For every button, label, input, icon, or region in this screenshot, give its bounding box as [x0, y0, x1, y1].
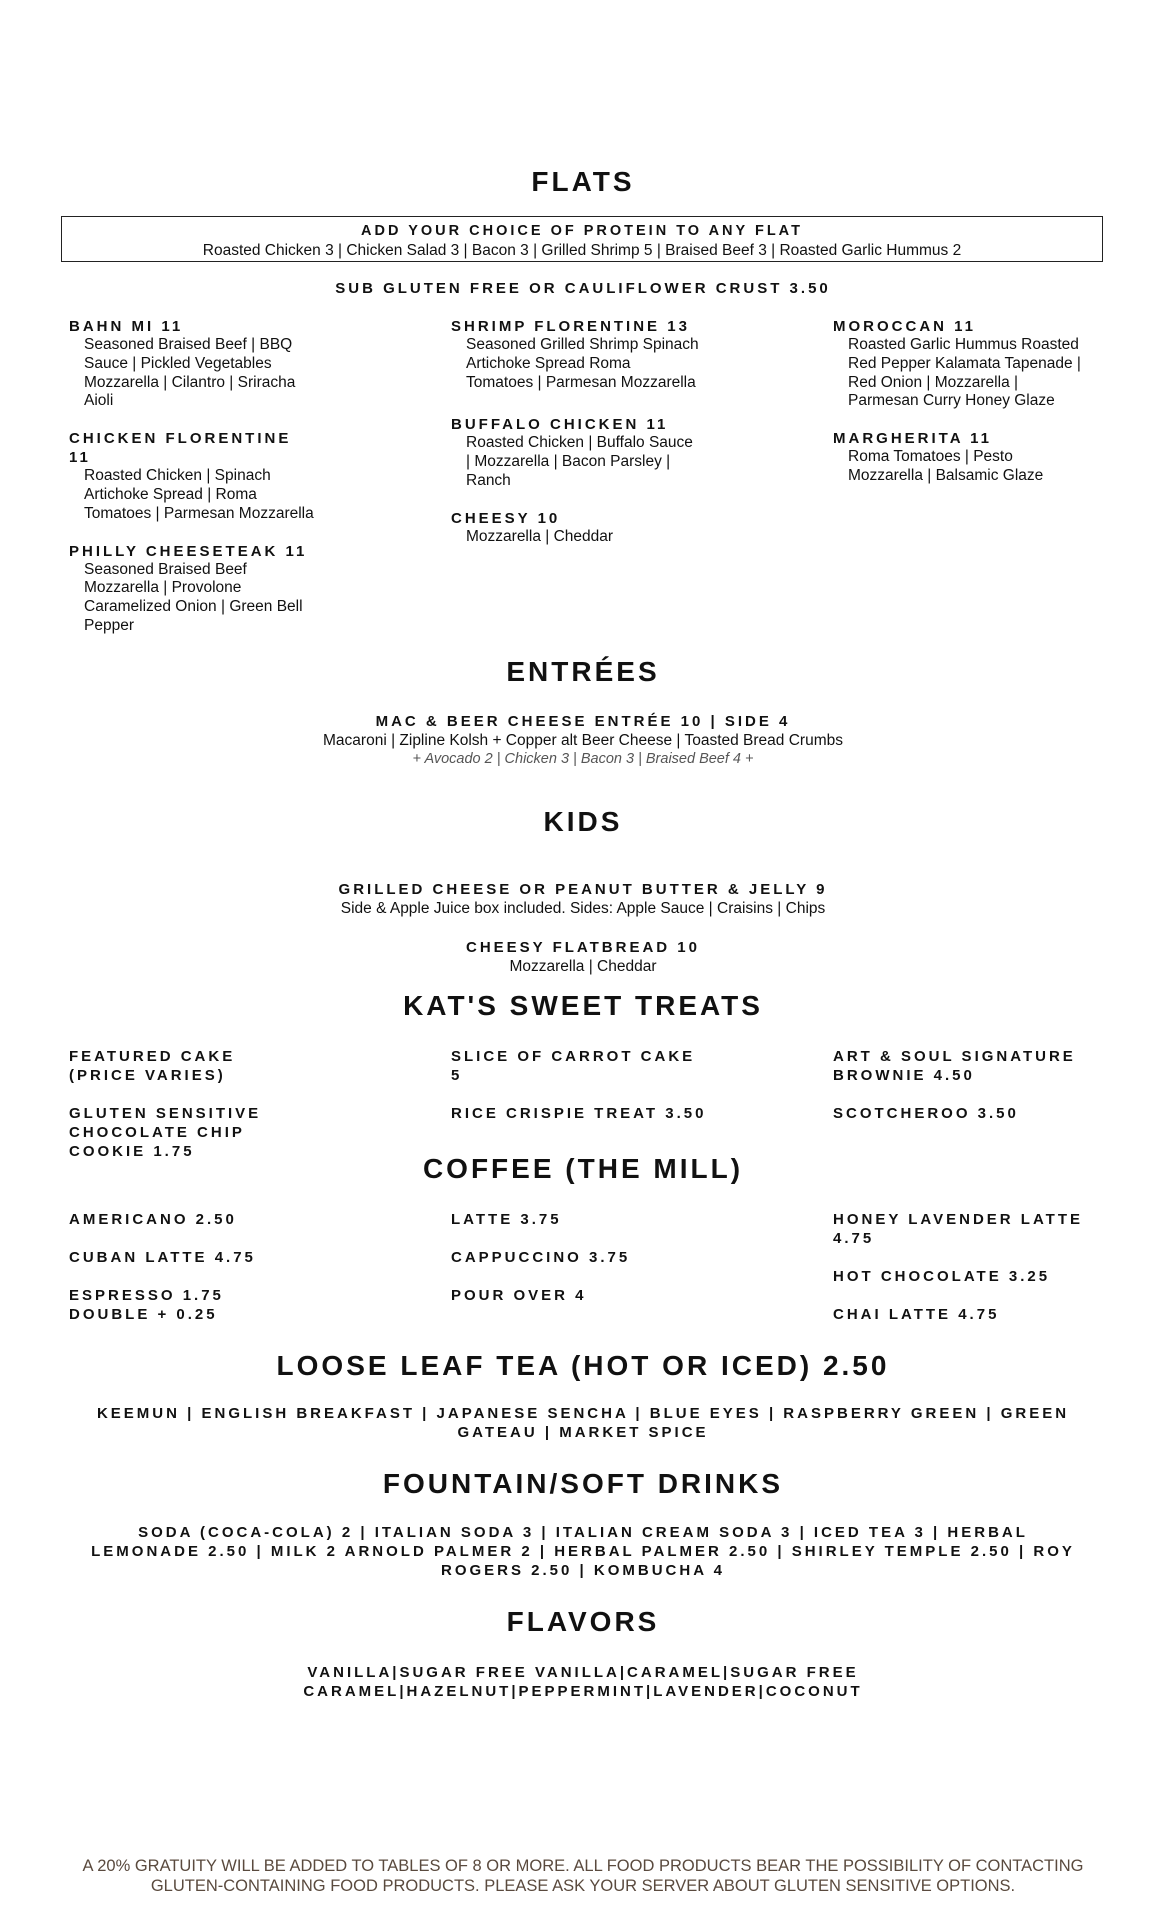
item-title: MARGHERITA 11 [833, 430, 993, 448]
kids-item [60, 938, 1106, 976]
sweet-item: FEATURED CAKE (PRICE VARIES) [69, 1048, 236, 1084]
coffee-column-2 [451, 1210, 711, 1305]
kids-item-name: CHEESY FLATBREAD 10 [466, 939, 700, 956]
sweets-column-2 [451, 1047, 711, 1123]
kids-item-description: Side & Apple Juice box included. Sides: Apple Sauce | Craisins | Chips [340, 900, 826, 917]
coffee-item: HONEY LAVENDER LATTE 4.75 [833, 1211, 1084, 1247]
menu-item [69, 317, 319, 411]
item-description: Seasoned Braised Beef | BBQ Sauce | Pickled Vegetables Mozzarella | Cilantro | Sriracha Aioli [84, 336, 296, 410]
coffee-item: POUR OVER 4 [451, 1287, 587, 1304]
flavors-title: FLAVORS [506, 1606, 660, 1637]
protein-box [61, 216, 1103, 262]
entree-addons: + Avocado 2 | Chicken 3 | Bacon 3 | Braised Beef 4 + [412, 751, 754, 767]
coffee-item: AMERICANO 2.50 [69, 1211, 237, 1228]
coffee-column-1 [69, 1210, 299, 1324]
sweet-item: RICE CRISPIE TREAT 3.50 [451, 1105, 707, 1122]
menu-item [69, 542, 319, 636]
coffee-item: CUBAN LATTE 4.75 [69, 1249, 256, 1266]
protein-options: Roasted Chicken 3 | Chicken Salad 3 | Bacon 3 | Grilled Shrimp 5 | Braised Beef 3 | Roasted Garlic Hummus 2 [202, 242, 962, 259]
menu-item [69, 429, 319, 523]
coffee-item: ESPRESSO 1.75 DOUBLE + 0.25 [69, 1287, 224, 1323]
kids-title: KIDS [543, 806, 623, 837]
sweet-item: ART & SOUL SIGNATURE BROWNIE 4.50 [833, 1048, 1076, 1084]
tea-list: KEEMUN | ENGLISH BREAKFAST | JAPANESE SENCHA | BLUE EYES | RASPBERRY GREEN | GREEN GATEAU | MARKET SPICE [96, 1405, 1070, 1441]
kids-item-description: Mozzarella | Cheddar [509, 958, 657, 975]
item-description: Roma Tomatoes | Pesto Mozzarella | Balsamic Glaze [848, 448, 1044, 484]
crust-option: SUB GLUTEN FREE OR CAULIFLOWER CRUST 3.50 [335, 280, 831, 297]
coffee-item: CAPPUCCINO 3.75 [451, 1249, 631, 1266]
item-title: SHRIMP FLORENTINE 13 [451, 318, 690, 335]
kids-item-name: GRILLED CHEESE OR PEANUT BUTTER & JELLY 9 [338, 881, 828, 898]
entree-item [60, 712, 1106, 768]
item-description: Roasted Chicken | Spinach Artichoke Spread | Roma Tomatoes | Parmesan Mozzarella [84, 467, 314, 522]
flats-column-3 [833, 317, 1083, 504]
item-title: MOROCCAN 11 [833, 318, 977, 335]
item-description: Roasted Garlic Hummus Roasted Red Pepper Kalamata Tapenade | Red Onion | Mozzarella | Parmesan Curry Honey Glaze [848, 336, 1081, 410]
item-description: Roasted Chicken | Buffalo Sauce | Mozzarella | Bacon Parsley | Ranch [466, 434, 693, 489]
coffee-item: HOT CHOCOLATE 3.25 [833, 1268, 1051, 1285]
sweets-column-3 [833, 1047, 1103, 1123]
coffee-title: COFFEE (THE MILL) [422, 1153, 744, 1184]
sweets-title: KAT'S SWEET TREATS [403, 990, 763, 1021]
menu-item [833, 317, 1083, 411]
flavors-list: VANILLA|SUGAR FREE VANILLA|CARAMEL|SUGAR FREE CARAMEL|HAZELNUT|PEPPERMINT|LAVENDER|COCONUT [303, 1664, 863, 1700]
sweets-column-1 [69, 1047, 299, 1161]
fountain-title: FOUNTAIN/SOFT DRINKS [382, 1468, 784, 1499]
menu-item [451, 415, 701, 490]
item-title: PHILLY CHEESETEAK 11 [69, 542, 308, 560]
entree-description: Macaroni | Zipline Kolsh + Copper alt Beer Cheese | Toasted Bread Crumbs [323, 732, 843, 749]
menu-item [451, 317, 701, 392]
tea-title: LOOSE LEAF TEA (HOT OR ICED) 2.50 [276, 1350, 890, 1381]
item-title: BUFFALO CHICKEN 11 [451, 416, 669, 434]
flats-column-2 [451, 317, 701, 565]
menu-item [451, 509, 701, 547]
menu-item [833, 429, 1083, 486]
coffee-column-3 [833, 1210, 1083, 1324]
coffee-item: CHAI LATTE 4.75 [833, 1306, 1000, 1323]
sweet-item: SLICE OF CARROT CAKE 5 [451, 1048, 696, 1084]
sweet-item: GLUTEN SENSITIVE CHOCOLATE CHIP COOKIE 1.75 [69, 1105, 262, 1160]
item-description: Seasoned Braised Beef Mozzarella | Provolone Caramelized Onion | Green Bell Pepper [84, 560, 303, 634]
entrees-title: ENTRÉES [506, 656, 660, 687]
coffee-item: LATTE 3.75 [451, 1211, 562, 1228]
protein-heading: ADD YOUR CHOICE OF PROTEIN TO ANY FLAT [361, 223, 803, 239]
item-title: BAHN MI 11 [69, 318, 184, 335]
fountain-list: SODA (COCA-COLA) 2 | ITALIAN SODA 3 | ITALIAN CREAM SODA 3 | ICED TEA 3 | HERBAL LEMONADE 2.50 | MILK 2 ARNOLD PALMER 2 | HERBAL PALMER 2.50 | SHIRLEY TEMPLE 2.50 | ROY ROGERS 2.50 | KOMBUCHA 4 [91, 1524, 1075, 1579]
item-description: Mozzarella | Cheddar [466, 527, 614, 545]
item-title: CHICKEN FLORENTINE 11 [69, 430, 292, 467]
gratuity-notice: A 20% GRATUITY WILL BE ADDED TO TABLES OF 8 OR MORE. ALL FOOD PRODUCTS BEAR THE POSSIBILITY OF CONTACTING GLUTEN-CONTAINING FOOD PRODUCTS. PLEASE ASK YOUR SERVER ABOUT GLUTEN SENSITIVE OPTIONS. [82, 1857, 1084, 1895]
flats-title: FLATS [531, 166, 635, 197]
sweet-item: SCOTCHEROO 3.50 [833, 1105, 1019, 1122]
entree-name: MAC & BEER CHEESE ENTRÉE 10 | SIDE 4 [375, 713, 791, 730]
item-title: CHEESY 10 [451, 509, 561, 527]
flats-column-1 [69, 317, 319, 654]
item-description: Seasoned Grilled Shrimp Spinach Artichoke Spread Roma Tomatoes | Parmesan Mozzarella [466, 336, 699, 391]
kids-item [60, 880, 1106, 918]
